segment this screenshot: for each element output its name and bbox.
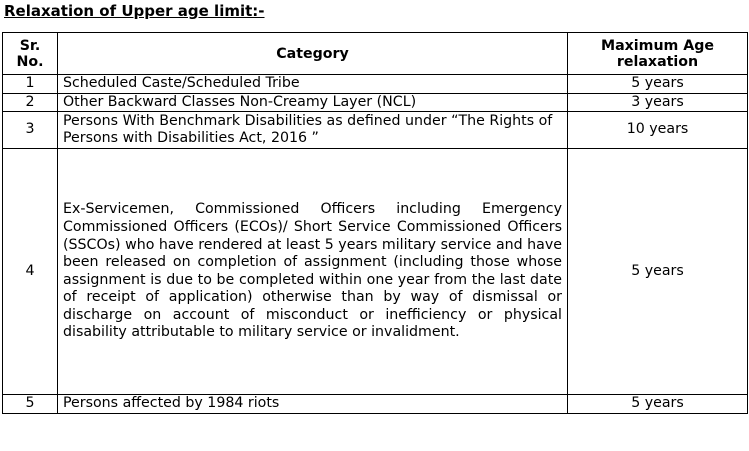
header-max-age bbox=[568, 33, 748, 75]
header-sr-no bbox=[3, 33, 58, 75]
category-cell: Ex-Servicemen, Commissioned Officers including Emergency Commissioned Officers (ECOs)/ Short Service Commissioned Officers (SSCOs) who have rendered at least 5 years military service and have been released on completion of assignment (including those whose assignment is due to be completed within one year from the last date of receipt of application) otherwise than by way of dismissal or discharge on account of misconduct or inefficiency or physical disability attributable to military service or invalidment. bbox=[58, 149, 568, 395]
header-max-age-label: Maximum Age relaxation bbox=[600, 37, 715, 70]
category-cell: Persons affected by 1984 riots bbox=[58, 395, 568, 414]
header-sr-no-label: Sr. No. bbox=[16, 37, 44, 70]
age-cell: 5 years bbox=[568, 149, 748, 395]
table-row bbox=[3, 75, 748, 94]
age-relaxation-table bbox=[2, 32, 748, 414]
table-row bbox=[3, 149, 748, 395]
section-heading: Relaxation of Upper age limit:- bbox=[4, 2, 265, 20]
age-cell: 3 years bbox=[568, 93, 748, 112]
sr-cell: 3 bbox=[3, 112, 58, 149]
table-row bbox=[3, 112, 748, 149]
table-row bbox=[3, 395, 748, 414]
sr-cell: 2 bbox=[3, 93, 58, 112]
sr-cell: 4 bbox=[3, 149, 58, 395]
sr-cell: 5 bbox=[3, 395, 58, 414]
age-cell: 5 years bbox=[568, 75, 748, 94]
age-cell: 10 years bbox=[568, 112, 748, 149]
table-row bbox=[3, 93, 748, 112]
category-cell: Persons With Benchmark Disabilities as defined under “The Rights of Persons with Disabilities Act, 2016 ” bbox=[58, 112, 568, 149]
table-header-row bbox=[3, 33, 748, 75]
header-category bbox=[58, 33, 568, 75]
header-category-label: Category bbox=[276, 45, 349, 62]
sr-cell: 1 bbox=[3, 75, 58, 94]
age-cell: 5 years bbox=[568, 395, 748, 414]
category-cell: Scheduled Caste/Scheduled Tribe bbox=[58, 75, 568, 94]
category-cell: Other Backward Classes Non-Creamy Layer (NCL) bbox=[58, 93, 568, 112]
